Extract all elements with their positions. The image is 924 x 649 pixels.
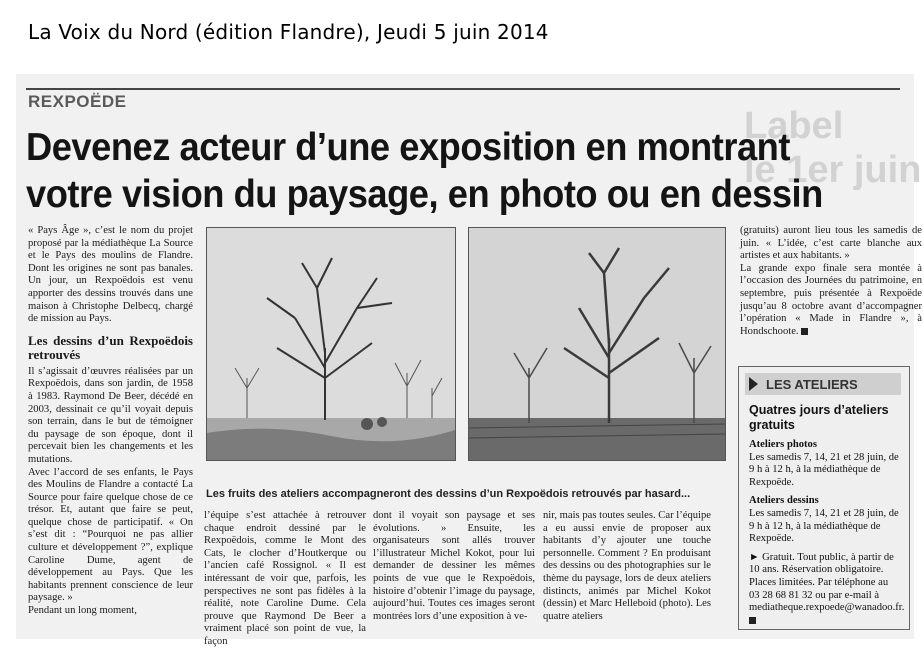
end-mark-icon — [749, 617, 756, 624]
tree-drawing-image — [207, 228, 455, 460]
drawing-workshop-text: Les samedis 7, 14, 21 et 28 juin, de 9 h à 12 h, à la médiathèque de Rexpoëde. — [749, 507, 899, 545]
box-header-label: LES ATELIERS — [766, 376, 858, 392]
body-paragraph-2: Avec l’accord de ses enfants, le Pays des Moulins de Flandre a contacté La Source pour faire quelque chose de ce trésor. Et, autant que faire se peut, quelque chose de participatif. « On s’est dit : “Pourquoi ne pas allier culture et développement ?”, explique Caroline Dume, agent de développement au Pays. Que les habitants prennent conscience de leur paysage. » — [28, 466, 193, 604]
ghost-line-2: le 1er juin — [744, 149, 922, 191]
column-4-text: nir, mais pas toutes seules. Car l’équipe a eu aussi envie de proposer aux habitants d’y ajouter une touche personnelle. Comment ? En produisant des dessins ou des photographies sur le thème du paysage, lors de deux ateliers distincts, animés par Michel Kokot (dessin) et Marc Helleboid (photo). Les quatre ateliers — [543, 510, 711, 622]
tree-photo-image — [469, 228, 725, 460]
headline-line-2: votre vision du paysage, en photo ou en dessin — [26, 173, 823, 216]
section-label: REXPOËDE — [28, 92, 127, 111]
column-2-text: l’équipe s’est attachée à retrouver chaque endroit dessiné par le Rexpoëdois, comme le Mont des Cats, le clocher d’Houtkerque ou l’ancien café Rossignol. « Il est intéressant de voir que, parfois, les perspectives ne sont pas fidèles à la réalité, note Caroline Dume. Cela prouve que Raymond De Beer a vraiment placé son point de vue, la façon — [204, 510, 366, 647]
drawing-photo — [206, 227, 456, 461]
body-paragraph-3: Pendant un long moment, — [28, 605, 137, 617]
box-title: Quatres jours d’ateliers gratuits — [749, 403, 889, 432]
column-5 — [740, 225, 922, 338]
column-5-paragraph-2 — [740, 263, 922, 339]
body-paragraph-1: Il s’agissait d’œuvres réalisées par un Rexpoëdois, dans son jardin, de 1958 à 1983. Raymond De Beer, décédé en 2003, dessinait ce qu’il voyait depuis son terrain, dans le but de témoigner du paysage de son époque, dont il percevait bien les changements et les mutations. — [28, 365, 193, 465]
column-1 — [28, 225, 193, 618]
intro-paragraph: « Pays Âge », c’est le nom du projet proposé par la médiathèque La Source et le Pays des moulins de Flandre. Dont les origines ne sont pas banales. Un jour, un Rexpoëdois est venu apporter des dessins trouvés dans une maison à Christophe Delbecq, chargé de mission au Pays. — [28, 225, 193, 325]
photo-caption: Les fruits des ateliers accompagneront des dessins d’un Rexpoëdois retrouvés par hasard... — [206, 488, 691, 500]
ateliers-info-box — [738, 366, 910, 630]
photo-workshop-text: Les samedis 7, 14, 21 et 28 juin, de 9 h à 12 h, à la médiathèque de Rexpoëde. — [749, 451, 899, 488]
subheading: Les dessins d’un Rexpoëdois retrouvés — [28, 332, 193, 362]
end-mark-icon — [801, 328, 808, 335]
top-rule — [26, 88, 900, 90]
info-text: Gratuit. Tout public, à partir de 10 ans. Réservation obligatoire. Places limitées. Par téléphone au 03 28 68 81 32 ou par e-mail à mediatheque.rexpoede@wanadoo.fr. — [749, 551, 905, 614]
info-paragraph: ► Gratuit. Tout public, à partir de 10 ans. Réservation obligatoire. Places limitées. Par téléphone au 03 28 68 81 32 ou par e-mail à mediatheque.rexpoede@wanadoo.fr. — [749, 552, 901, 628]
drawing-workshop-label: Ateliers dessins — [749, 495, 819, 507]
box-body — [749, 403, 905, 627]
column-2 — [204, 510, 366, 649]
landscape-photo — [468, 227, 726, 461]
column-5-paragraph-1: (gratuits) auront lieu tous les samedis de juin. « L’idée, c’est carte blanche aux artistes et aux habitants. » — [740, 225, 922, 262]
headline-line-1: Devenez acteur d’une exposition en montrant — [26, 126, 790, 169]
column-5-paragraph-2-text: La grande expo finale sera montée à l’occasion des Journées du patrimoine, en septembre, puis présentée à Rexpoëde jusqu’au 8 octobre avant d’accompagner l’opération « Made in Flandre », à Hondschoote. — [740, 262, 922, 337]
headline — [26, 124, 823, 218]
ghost-line-1: Label — [744, 105, 844, 147]
page-caption: La Voix du Nord (édition Flandre), Jeudi 5 juin 2014 — [28, 20, 549, 44]
column-3-text: dont il voyait son paysage et ses évolutions. » Ensuite, les organisateurs sont allés trouver l’illustrateur Michel Kokot, pour lui demander de dessiner les mêmes points de vue que le Rexpoëdois, histoire d’obtenir l’image du paysage, aujourd’hui. Toutes ces images seront montrées lors d’une exposition à ve- — [373, 510, 535, 622]
arrow-right-icon — [749, 377, 758, 391]
box-header — [745, 373, 901, 395]
newspaper-clipping — [16, 74, 922, 647]
column-4 — [543, 510, 711, 623]
column-3 — [373, 510, 535, 623]
photo-workshop-label: Ateliers photos — [749, 439, 817, 450]
